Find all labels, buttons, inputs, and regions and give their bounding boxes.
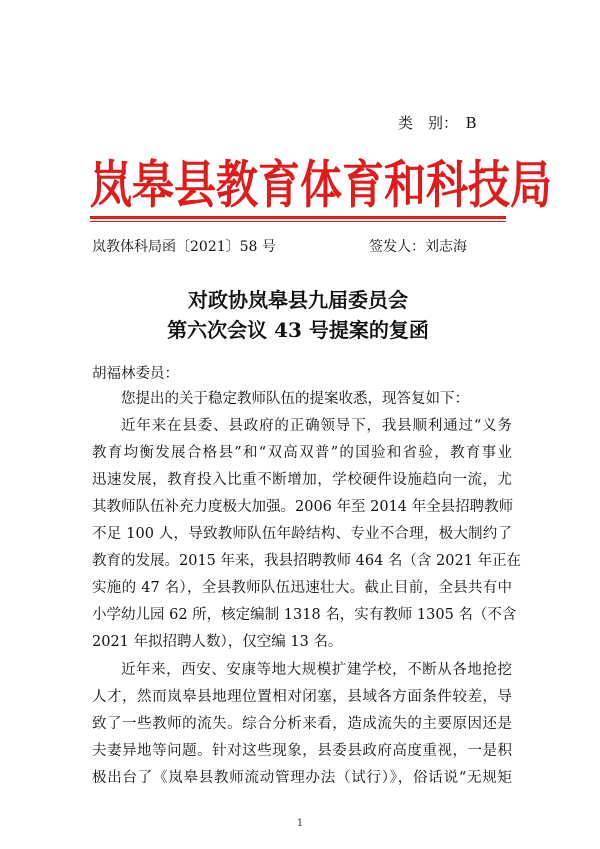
document-category: 类 别： B [398, 114, 477, 132]
body-line: 极出台了《岚皋县教师流动管理办法（试行）》，俗话说“无规矩 [92, 770, 512, 786]
body-line: 近年来，西安、安康等地大规模扩建学校，不断从各地抢挖 [121, 662, 512, 678]
document-number: 岚教体科局函〔2021〕58 号 [92, 239, 276, 255]
body-line: 小学幼儿园 62 所，核定编制 1318 名，实有教师 1305 名（不含 [92, 607, 517, 623]
body-line: 教育的发展。2015 年来，我县招聘教师 464 名（含 2021 年正在 [92, 553, 522, 569]
document-title-line-2: 第六次会议 43 号提案的复函 [167, 318, 429, 342]
page-number: 1 [296, 818, 304, 829]
body-line: 教育均衡发展合格县”和“双高双普”的国验和省验，教育事业 [92, 445, 512, 461]
salutation: 胡福林委员： [92, 366, 179, 382]
body-line: 不足 100 人，导致教师队伍年龄结构、专业不合理，极大制约了 [92, 526, 512, 542]
body-line: 人才，然而岚皋县地理位置相对闭塞，县域各方面条件较差，导 [92, 689, 512, 705]
body-line: 迅速发展，教育投入比重不断增加，学校硬件设施趋向一流，尤 [92, 472, 512, 488]
red-rule-thick [90, 216, 506, 219]
body-line: 致了一些教师的流失。综合分析来看，造成流失的主要原因还是 [92, 716, 512, 732]
document-title-line-1: 对政协岚皋县九届委员会 [188, 288, 408, 312]
red-rule-thin [90, 221, 506, 222]
signer: 签发人：刘志海 [369, 239, 467, 255]
body-line: 实施的 47 名），全县教师队伍迅速壮大。截止目前，全县共有中 [92, 580, 512, 596]
body-line: 您提出的关于稳定教师队伍的提案收悉，现答复如下： [121, 391, 469, 407]
body-line: 其教师队伍补充力度极大加强。2006 年至 2014 年全县招聘教师 [92, 499, 514, 515]
issuer-masthead: 岚皋县教育体育和科技局 [90, 154, 553, 215]
body-line: 夫妻异地等问题。针对这些现象，县委县政府高度重视，一是积 [92, 743, 512, 759]
body-line: 近年来在县委、县政府的正确领导下，我县顺利通过“义务 [121, 418, 512, 434]
body-line: 2021 年拟招聘人数），仅空编 13 名。 [92, 634, 343, 650]
